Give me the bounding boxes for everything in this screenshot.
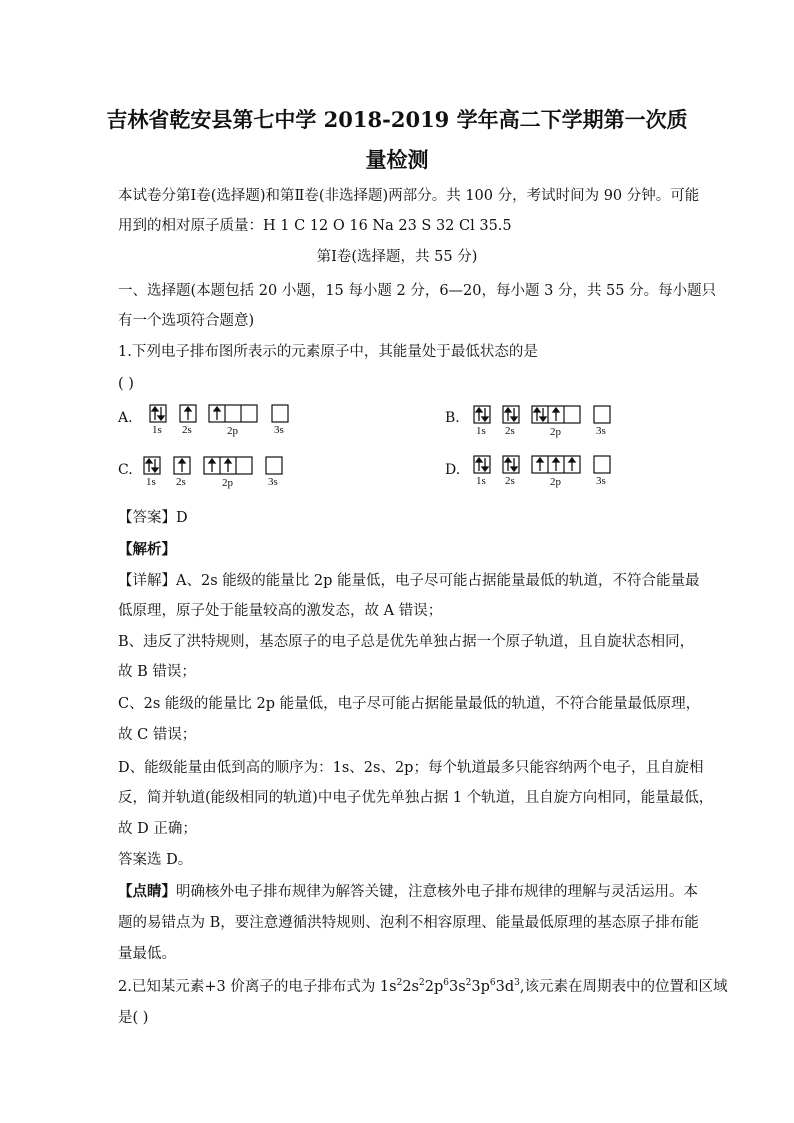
option-a-orbital-boxes bbox=[149, 404, 299, 426]
analysis-line-8: 反，简并轨道(能级相同的轨道)中电子优先单独占据 1 个轨道，且自旋方向相同，能量最低， bbox=[118, 790, 714, 806]
option-c-diagram bbox=[143, 456, 293, 489]
q2-stem bbox=[118, 977, 728, 997]
analysis-line-2: 低原理，原子处于能量较高的激发态，故 A 错误； bbox=[118, 603, 443, 619]
q2-t4: 3s bbox=[448, 979, 466, 995]
option-a-label: A. bbox=[118, 410, 133, 426]
option-c-label: C. bbox=[118, 462, 133, 478]
part-instruction-2: 有一个选项符合题意) bbox=[118, 313, 255, 329]
option-d-2p-label: 2p bbox=[550, 476, 561, 488]
option-b-2p-label: 2p bbox=[550, 426, 561, 438]
option-d-diagram bbox=[473, 455, 623, 488]
q2-sup-1: 2 bbox=[396, 978, 403, 989]
q2-blank: 是( ) bbox=[118, 1010, 149, 1026]
option-b-2s-label: 2s bbox=[505, 425, 515, 437]
option-b-label: B. bbox=[445, 410, 460, 426]
q2-t5: 3p bbox=[471, 979, 490, 995]
q2-sup-4: 2 bbox=[465, 978, 472, 989]
analysis-line-9: 故 D 正确； bbox=[118, 821, 197, 837]
option-a-3s-label: 3s bbox=[274, 424, 284, 436]
part-instruction-1: 一、选择题(本题包括 20 小题，15 每小题 2 分，6—20，每小题 3 分，共 55 分。每小题只 bbox=[118, 283, 717, 299]
q2-stem-post: ,该元素在周期表中的位置和区域 bbox=[519, 979, 728, 995]
q2-t6: 3d bbox=[495, 979, 515, 995]
analysis-line-6: 故 C 错误； bbox=[118, 727, 197, 743]
q1-blank: ( ) bbox=[118, 376, 134, 392]
option-c-1s-label: 1s bbox=[146, 476, 156, 488]
q2-sup-6: 3 bbox=[514, 978, 520, 989]
q2-sup-3: 6 bbox=[443, 978, 449, 989]
option-d-2s-label: 2s bbox=[505, 475, 515, 487]
option-a-1s-label: 1s bbox=[152, 424, 162, 436]
analysis-line-10: 答案选 D。 bbox=[118, 852, 193, 868]
comment-line-3: 量最低。 bbox=[118, 946, 176, 962]
q2-sup-5: 6 bbox=[489, 978, 496, 989]
analysis-line-3: B、违反了洪特规则，基态原子的电子总是优先单独占据一个原子轨道，且自旋状态相同， bbox=[118, 634, 695, 650]
analysis-line-4: 故 B 错误； bbox=[118, 664, 196, 680]
document-title bbox=[100, 100, 694, 180]
option-b-diagram bbox=[473, 405, 623, 438]
option-d-label: D. bbox=[445, 462, 461, 478]
option-a-diagram bbox=[149, 404, 299, 437]
analysis-line-7: D、能级能量由低到高的顺序为：1s、2s、2p；每个轨道最多只能容纳两个电子，且自旋相 bbox=[118, 760, 704, 776]
option-d-orbital-boxes bbox=[473, 455, 623, 477]
q1-analysis-heading: 【解析】 bbox=[118, 541, 176, 558]
q1-stem: 1.下列电子排布图所表示的元素原子中，其能量处于最低状态的是 bbox=[118, 344, 538, 360]
q2-t2: 2s bbox=[402, 979, 419, 995]
q1-answer: 【答案】D bbox=[118, 510, 188, 526]
comment-text-1: 明确核外电子排布规律为解答关键，注意核外电子排布规律的理解与灵活运用。本 bbox=[176, 884, 698, 900]
title-line-2: 量检测 bbox=[365, 147, 429, 172]
intro-line-1: 本试卷分第Ⅰ卷(选择题)和第Ⅱ卷(非选择题)两部分。共 100 分，考试时间为 90 分钟。可能 bbox=[118, 188, 700, 204]
intro-line-2: 用到的相对原子质量：H 1 C 12 O 16 Na 23 S 32 Cl 35.5 bbox=[118, 218, 512, 234]
analysis-line-1: 【详解】A、2s 能级的能量比 2p 能量低，电子尽可能占据能量最低的轨道，不符合能量最 bbox=[118, 573, 700, 589]
option-d-3s-label: 3s bbox=[596, 475, 606, 487]
option-b-1s-label: 1s bbox=[476, 425, 486, 437]
option-d-1s-label: 1s bbox=[476, 475, 486, 487]
option-b-3s-label: 3s bbox=[596, 425, 606, 437]
option-c-orbital-boxes bbox=[143, 456, 293, 478]
analysis-line-5: C、2s 能级的能量比 2p 能量低，电子尽可能占据能量最低的轨道，不符合能量最低原理， bbox=[118, 696, 701, 712]
comment-line-2: 题的易错点为 B，要注意遵循洪特规则、泡利不相容原理、能量最低原理的基态原子排布能 bbox=[118, 915, 699, 931]
option-c-3s-label: 3s bbox=[268, 476, 278, 488]
option-a-2s-label: 2s bbox=[182, 424, 192, 436]
section-title: 第Ⅰ卷(选择题，共 55 分) bbox=[316, 249, 478, 265]
option-b-orbital-boxes bbox=[473, 405, 623, 427]
q2-sup-2: 2 bbox=[419, 978, 425, 989]
option-a-2p-label: 2p bbox=[227, 425, 238, 437]
option-c-2s-label: 2s bbox=[176, 476, 186, 488]
option-c-2p-label: 2p bbox=[222, 477, 233, 489]
comment-heading: 【点睛】 bbox=[118, 883, 176, 900]
q2-stem-pre: 2.已知某元素+3 价离子的电子排布式为 1s bbox=[118, 979, 397, 995]
title-line-1: 吉林省乾安县第七中学 2018-2019 学年高二下学期第一次质 bbox=[106, 107, 688, 132]
comment-line-1 bbox=[118, 882, 698, 902]
q2-t3: 2p bbox=[424, 979, 444, 995]
